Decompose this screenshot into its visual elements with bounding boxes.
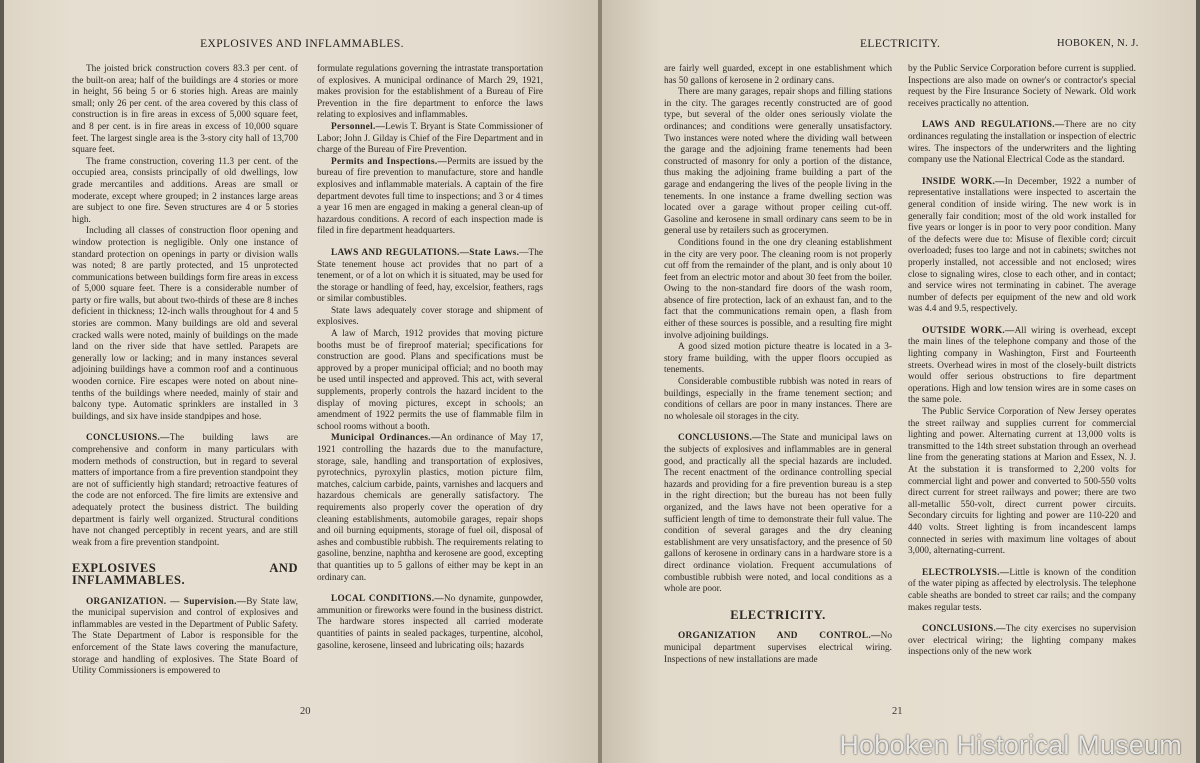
body-paragraph (908, 568, 1136, 614)
paragraph-text: All wiring is overhead, except the main lines of the telephone company and those of the lighting company in Washington, First and Fourteenth streets. Overhead wires in most of the closely-built districts would offer serious obstructions to fire department operations. High and low tension wires are in some cases on the same pole. (908, 325, 1136, 406)
body-paragraph (908, 407, 1136, 558)
paragraph-text: State laws adequately cover storage and shipment of explosives. (317, 305, 543, 328)
run-in-heading: LAWS AND REGULATIONS.—State Laws. (331, 247, 520, 258)
run-in-heading: ORGANIZATION AND CONTROL.— (678, 631, 881, 642)
section-heading: ELECTRICITY. (730, 607, 826, 622)
run-in-heading: CONCLUSIONS.— (86, 433, 170, 444)
run-in-heading: ELECTROLYSIS.— (922, 567, 1010, 578)
paragraph-text: The frame construction, covering 11.3 per cent. of the occupied area, consists principally of old dwellings, low grade mercantiles and additions. Areas are small or moderate, except where grouped; in 2 instances large areas are subject to one fire. Seven structures are 4 or 5 stories high. (72, 156, 298, 225)
right-column-1 (664, 64, 892, 666)
body-paragraph (664, 64, 892, 87)
body-paragraph (317, 157, 543, 238)
paragraph-spacer (317, 238, 543, 248)
paragraph-text: No dynamite, gunpowder, ammunition or fireworks were found in the business district. The hardware stores inspected all carried moderate quantities of paints in sealed packages, turpentine, alcohol, gasoline, kerosene, linseed and lubricating oils; hazards (317, 594, 543, 651)
paragraph-text: Permits are issued by the bureau of fire prevention to manufacture, store and handle explosives and inflammable materials. A captain of the fire department devotes full time to inspections; and 3 or 4 times a year 16 men are engaged in making a general clean-up of hazardous conditions. A record of each inspection made is filed in fire department headquarters. (317, 156, 543, 237)
body-paragraph (317, 248, 543, 306)
page-number-right: 21 (892, 706, 903, 717)
paragraph-text: A good sized motion picture theatre is located in a 3-story frame building, with the upper floors occupied as tenements. (664, 342, 892, 376)
section-heading: EXPLOSIVES AND INFLAMMABLES. (72, 561, 298, 587)
body-paragraph (317, 122, 543, 157)
body-paragraph (72, 64, 298, 157)
body-paragraph (317, 64, 543, 122)
run-in-heading: INSIDE WORK.— (922, 176, 1005, 187)
paragraph-spacer (908, 316, 1136, 326)
paragraph-text: There are no city ordinances regulating the installation or inspection of electric wires. The inspectors of the underwriters and the lighting company use the National Electrical Code as the standard. (908, 120, 1136, 166)
left-page (4, 0, 600, 763)
body-paragraph (317, 329, 543, 433)
paragraph-text: Conditions found in the one dry cleaning establishment in the city are very poor. The cleaning room is not properly cut off from the remainder of the plant, and is only about 10 feet from an electric motor and about 30 feet from the boiler. Owing to the non-standard fire doors of the wash room, absence of fire protection, lack of an exhaust fan, and to the fact that the communications remain open, a flash from either of these sources is possible, and a resulting fire might involve adjoining buildings. (664, 237, 892, 341)
paragraph-text: Little is known of the condition of the water piping as affected by electrolysis. The telephone cable sheaths are bonded to street car rails; and the company makes regular tests. (908, 567, 1136, 613)
paragraph-text: The city exercises no supervision over electrical wiring; the lighting company makes inspections only of the new work (908, 624, 1136, 658)
run-in-heading: CONCLUSIONS.— (922, 624, 1006, 635)
paragraph-text: by the Public Service Corporation before current is supplied. Inspections are also made on owner's or contractor's special request by the Fire Insurance Society of Newark. Old work receives practically no attention. (908, 64, 1136, 109)
paragraph-text: In December, 1922 a number of representative installations were inspected to ascertain the general condition of inside wiring. The new work is in generally fair condition; most of the old work installed for five years or longer is in poor to very poor condition. Many of the defects were due to: Misuse of flexible cord; circuit overloaded; fuses too large and not in cabinets; switches not properly installed, not accessible and not enclosed; wires close to signaling wires, close to each other, and in contact; and service wires not terminating in cabinet. The average number of defects per equipment of the new and old work was 4.4 and 9.5, respectively. (908, 176, 1136, 315)
left-page-header: EXPLOSIVES AND INFLAMMABLES. (200, 38, 404, 50)
body-paragraph (317, 433, 543, 584)
run-in-heading: LOCAL CONDITIONS.— (331, 594, 444, 605)
paragraph-text: The building laws are comprehensive and conform in many particulars with modern methods of construction, but in regard to several matters of importance from a fire prevention standpoint they are not of sufficiently high standard; retroactive features of the code are not enforced. The fire limits are extensive and adequately protect the business district. The building department is fairly well organized. Structural conditions have not changed perceptibly in recent years, and are still weak from a fire prevention standpoint. (72, 433, 298, 548)
page-number-left: 20 (300, 706, 311, 717)
paragraph-text: Considerable combustible rubbish was noted in rears of buildings, especially in the frame tenement section; and conditions of cellars are poor in many instances. There are no wholesale oil storages in the city. (664, 377, 892, 422)
body-paragraph (664, 238, 892, 342)
run-in-heading: Municipal Ordinances.— (331, 433, 441, 444)
paragraph-text: Including all classes of construction floor opening and window protection is negligible. Only one instance of standard protection on openings in party or division walls was noted; 8 are partly protected, and 15 unprotected communications between buildings form fire areas in excess of 5,000 square feet. There is a considerable number of party or fire walls, but about two-thirds of these are 8 inches deficient in thickness; 12-inch walls throughout for 4 and 5 stories are common. Many buildings are old and several cracked walls were noted, mainly of buildings on the made land on the river side that have settled. Parapets are generally low or lacking; and in many instances several adjoining buildings have a common roof and a continuous wooden cornice. Fire escapes were noted on about nine-tenths of the buildings where needed, mainly of stair and balcony type. Automatic sprinklers are installed in 3 buildings, and six have inside standpipes and hose. (72, 226, 298, 422)
right-page (602, 0, 1196, 763)
body-paragraph (908, 120, 1136, 166)
body-paragraph (908, 64, 1136, 110)
body-paragraph (664, 377, 892, 423)
paragraph-spacer (72, 423, 298, 433)
paragraph-spacer (908, 558, 1136, 568)
paragraph-text: An ordinance of May 17, 1921 controlling the hazards due to the manufacture, storage, sale, handling and transportation of explosives, pyrotechnics, pyroxylin plastics, motion picture film, matches, calcium carbide, paints, varnishes and lacquers and hazardous chemicals are generally satisfactory. The requirements also properly cover the operation of dry cleaning establishments, automobile garages, repair shops and oil burning equipments, storage of fuel oil, disposal of ashes and combustible rubbish. The requirements relating to gasoline, benzine, naphtha and kerosene are good, excepting that quantities up to 5 gallons of either may be kept in an ordinary can. (317, 433, 544, 583)
museum-watermark: Hoboken Historical Museum (839, 730, 1182, 760)
paragraph-text: By State law, the municipal supervision and control of explosives and inflammables are vested in the Department of Public Safety. The State Department of Labor is responsible for the enforcement of the State laws covering the manufacture, storage and handling of explosives. The State Board of Utility Commissioners is empowered to (72, 596, 298, 677)
body-paragraph (72, 226, 298, 423)
paragraph-text: There are many garages, repair shops and filling stations in the city. The garages recently constructed are of good type, but several of the older ones seriously violate the ordinances; and conditions were generally unsatisfactory. Two instances were noted where the dividing wall between the garage and the adjoining frame tenements had been constructed of masonry for only a portion of the distance, thus making the adjoining frame building a part of the garage and endangering the lives of the people living in the tenements. In one instance a frame dwelling section was located over a garage without proper ceiling cut-off. Gasoline and kerosene in small ordinary cans seem to be in general use by retailers such as grocerymen. (664, 87, 892, 237)
body-paragraph (72, 433, 298, 549)
paragraph-text: Lewis T. Bryant is State Commissioner of Labor; John J. Gilday is Chief of the Fire Department and in charge of the Bureau of Fire Prevention. (317, 121, 543, 156)
right-column-2 (908, 64, 1136, 659)
body-paragraph (317, 306, 543, 329)
paragraph-spacer (908, 167, 1136, 177)
run-in-heading: Personnel.— (331, 121, 386, 132)
left-column-2 (317, 64, 543, 652)
paragraph-text: formulate regulations governing the intrastate transportation of explosives. A municipal ordinance of March 29, 1921, makes provision for the establishment of a Bureau of Fire Prevention in the fire department to enforce the laws relating to explosives and inflammables. (317, 64, 543, 121)
body-paragraph (72, 157, 298, 227)
body-paragraph (664, 631, 892, 666)
body-paragraph (317, 594, 543, 652)
paragraph-text: A law of March, 1912 provides that moving picture booths must be of fireproof material; specifications for construction are good. Plans and specifications must be approved by a proper municipal official; and no booth may be used until inspected and approved. This act, with several supplements, properly controls the hazard incident to the display of moving pictures, except in schools; an amendment of 1922 permits the use of flammable film in school rooms without a booth. (317, 329, 543, 432)
book-spread (4, 0, 1196, 763)
body-paragraph (664, 433, 892, 595)
run-in-heading: Permits and Inspections.— (331, 156, 448, 167)
run-in-heading: ORGANIZATION. — Supervision.— (86, 596, 247, 607)
body-paragraph (908, 177, 1136, 316)
paragraph-spacer (317, 584, 543, 594)
body-paragraph (908, 326, 1136, 407)
paragraph-text: —The State tenement house act provides that no part of a tenement, or of a lot on which it is situated, may be used for the storage or handling of feed, hay, excelsior, feathers, rags or similar combustibles. (317, 247, 543, 305)
paragraph-text: are fairly well guarded, except in one establishment which has 50 gallons of kerosene in 2 ordinary cans. (664, 64, 892, 86)
run-in-heading: OUTSIDE WORK.— (922, 325, 1015, 336)
running-head-location: HOBOKEN, N. J. (1057, 38, 1139, 49)
body-paragraph (664, 87, 892, 238)
paragraph-text: The Public Service Corporation of New Jersey operates the street railway and supplies current for commercial lighting and power. Alternating current at 13,000 volts is transmitted to the 14th street substation through an overhead line from the generating stations at Marion and Essex, N. J. At the substation it is transformed to 2,200 volts for commercial light and power and converted to 500-550 volts direct current for street railways and power; there are two all-metallic 550-volt, direct current power circuits. Secondary circuits for lighting and power are 110-220 and 440 volts. Street lighting is from incandescent lamps connected in series with maximum line voltages of about 3,000, alternating-current. (908, 407, 1136, 557)
run-in-heading: LAWS AND REGULATIONS.— (922, 120, 1065, 131)
paragraph-text: No municipal department supervises electrical wiring. Inspections of new installations are made (664, 631, 892, 665)
paragraph-text: The State and municipal laws on the subjects of explosives and inflammables are in general good, and practically all the special hazards are included. The recent enactment of the ordinance controlling special hazards and providing for a fire prevention bureau is a step in the right direction; but the bureau has not been fully organized, and the laws have not been operative for a sufficient length of time to demonstrate their full value. The condition of several garages and the dry cleaning establishment are very unsatisfactory, and the presence of 50 gallons of kerosene in ordinary cans in a hardware store is a direct ordinance violation. Frequent accumulations of combustible rubbish were noted, and local conditions as a whole are poor. (664, 433, 892, 595)
body-paragraph (664, 342, 892, 377)
right-page-header: ELECTRICITY. (860, 38, 941, 50)
body-paragraph (72, 597, 298, 678)
paragraph-spacer (908, 614, 1136, 624)
run-in-heading: CONCLUSIONS.— (678, 433, 762, 444)
paragraph-spacer (664, 423, 892, 433)
body-paragraph (908, 624, 1136, 659)
paragraph-spacer (908, 110, 1136, 120)
left-column-1 (72, 64, 298, 678)
paragraph-text: The joisted brick construction covers 83.3 per cent. of the built-on area; half of the buildings are 4 stories or more in height, 56 being 5 or 6 stories high. Areas are mainly small; only 26 per cent. of the area covered by this class of construction is in fire areas in excess of 5,000 square feet, and 8 per cent. is in fire areas in excess of 10,000 square feet. The largest single area is the 3-story city hall of 13,700 square feet. (72, 64, 298, 156)
